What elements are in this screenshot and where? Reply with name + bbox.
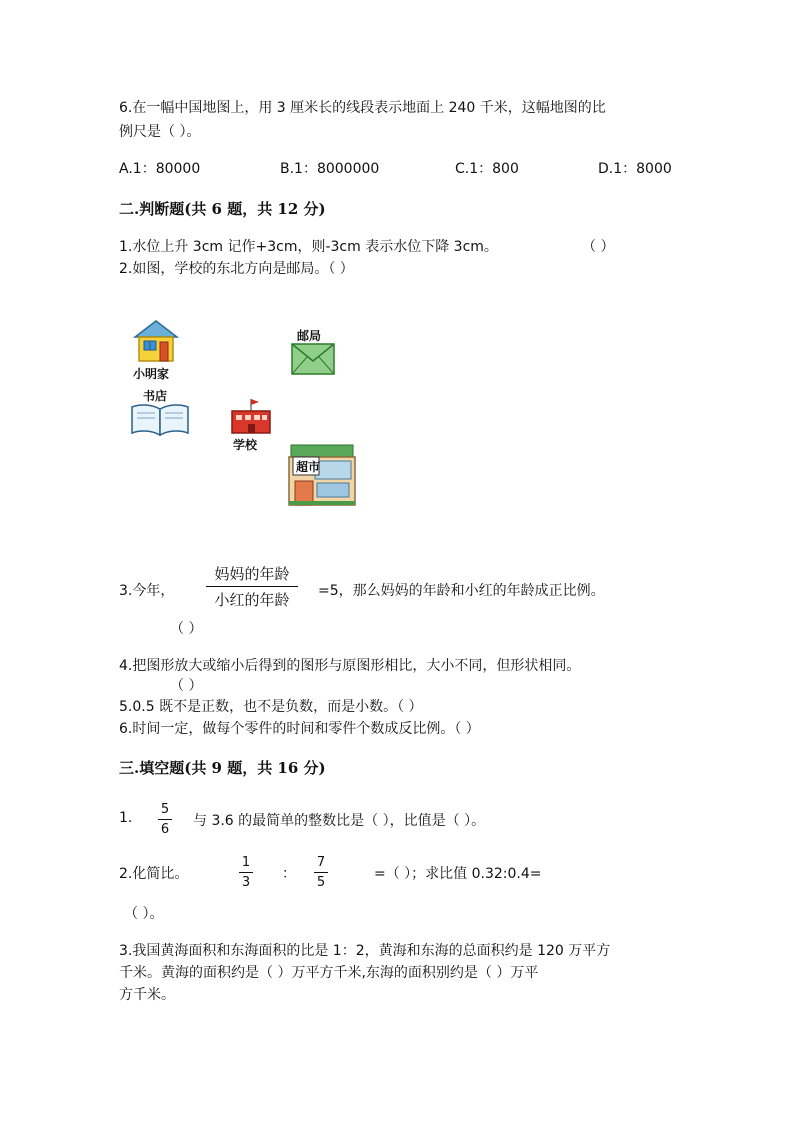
- fill-q2-suffix: =（ ）；求比值 0.32:0.4=: [374, 866, 542, 882]
- fraction-numerator: 妈妈的年龄: [214, 565, 290, 583]
- fraction-bar: [239, 872, 253, 873]
- judge-q2: 2.如图，学校的东北方向是邮局。（ ）: [119, 261, 354, 277]
- judge-q3-paren: （ ）: [170, 621, 203, 637]
- fill-q3-line2: 千米。黄海的面积约是（ ）万平方千米,东海的面积别约是（ ）万平: [119, 965, 539, 981]
- envelope-icon: [291, 343, 335, 375]
- age-fraction: [206, 563, 298, 610]
- judge-q4: 4.把图形放大或缩小后得到的图形与原图形相比，大小不同，但形状相同。: [119, 658, 581, 674]
- judge-q6: 6.时间一定，做每个零件的时间和零件个数成反比例。（ ）: [119, 721, 480, 737]
- fill-q2-prefix: 2.化简比。: [119, 866, 189, 882]
- section-3-heading: 三.填空题(共 9 题，共 16 分): [119, 759, 326, 777]
- judge-q5: 5.0.5 既不是正数，也不是负数，而是小数。（ ）: [119, 699, 423, 715]
- section-2-heading: 二.判断题(共 6 题，共 12 分): [119, 200, 326, 218]
- label-post: 邮局: [297, 329, 322, 343]
- question-6-line2: 例尺是（ ）。: [119, 124, 201, 140]
- house-icon: [133, 319, 179, 365]
- fraction-bar: [314, 872, 328, 873]
- judge-q1: 1.水位上升 3cm 记作+3cm，则-3cm 表示水位下降 3cm。: [119, 239, 498, 255]
- fraction-bar: [206, 586, 298, 587]
- supermarket-icon: [285, 443, 359, 507]
- judge-q4-paren: （ ）: [170, 678, 203, 694]
- fill-q3-line3: 方千米。: [119, 987, 175, 1003]
- fraction-5-6: [158, 802, 172, 837]
- option-d: D.1：8000: [598, 161, 672, 177]
- fraction-7-5: [314, 855, 328, 890]
- label-market: 超市: [296, 460, 321, 474]
- option-b: B.1：8000000: [280, 161, 380, 177]
- judge-q3-suffix: =5，那么妈妈的年龄和小红的年龄成正比例。: [318, 583, 605, 599]
- judge-q1-paren: （ ）: [582, 239, 615, 255]
- book-icon: [129, 403, 191, 439]
- fraction-denominator: 3: [241, 875, 251, 890]
- fraction-numerator: 5: [160, 802, 170, 817]
- label-home: 小明家: [133, 367, 170, 381]
- fraction-numerator: 1: [241, 855, 251, 870]
- fraction-numerator: 7: [316, 855, 326, 870]
- option-a: A.1：80000: [119, 161, 201, 177]
- ratio-colon: ：: [282, 866, 296, 882]
- school-icon: [229, 397, 273, 435]
- question-6-line1: 6.在一幅中国地图上，用 3 厘米长的线段表示地面上 240 千米，这幅地图的比: [119, 100, 606, 116]
- judge-q3-prefix: 3.今年，: [119, 583, 175, 599]
- label-bookstore: 书店: [143, 389, 168, 403]
- fill-q2-line2: （ ）。: [124, 906, 164, 922]
- fraction-denominator: 6: [160, 822, 170, 837]
- fill-q1-suffix: 与 3.6 的最简单的整数比是（ ），比值是（ ）。: [193, 813, 486, 829]
- fraction-denominator: 小红的年龄: [214, 591, 290, 609]
- fill-q3-line1: 3.我国黄海面积和东海面积的比是 1：2，黄海和东海的总面积约是 120 万平方: [119, 943, 611, 959]
- fraction-1-3: [239, 855, 253, 890]
- direction-map: [125, 315, 365, 510]
- fraction-bar: [158, 819, 172, 820]
- label-school: 学校: [233, 438, 258, 452]
- fill-q1-prefix: 1.: [119, 810, 133, 826]
- fraction-denominator: 5: [316, 875, 326, 890]
- option-c: C.1：800: [455, 161, 519, 177]
